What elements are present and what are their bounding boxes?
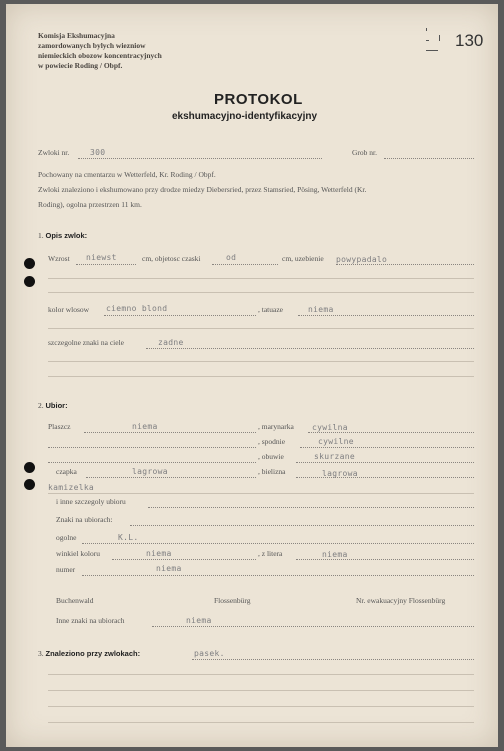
wzrost-label: Wzrost [48, 254, 70, 263]
kolor-line [104, 315, 256, 316]
blank-line [48, 674, 474, 675]
org-line-3: niemieckich obozow koncentracyjnych [38, 51, 162, 60]
bielizna-label: , bielizna [258, 467, 286, 476]
spodnie-line [300, 447, 474, 448]
kamizelka-value: kamizelka [48, 483, 95, 492]
znaki-cialo-line [146, 348, 474, 349]
section-2-title: Ubior: [45, 401, 68, 410]
obuwie-value: skurzane [314, 452, 355, 461]
litera-value: niema [322, 550, 348, 559]
kolor-label: kolor wlosow [48, 305, 90, 314]
znaleziono-text-1: Zwloki znaleziono i ekshumowano przy drodze miedzy Diebersried, przez Stamsried, Pösing, Wetterfeld (Kr. [38, 185, 367, 194]
stamp-tick [426, 28, 427, 31]
blank-line [48, 376, 474, 377]
litera-line [296, 559, 474, 560]
wzrost-value: niewst [86, 253, 117, 262]
plaszcz-label: Plaszcz [48, 422, 71, 431]
spodnie-left-line [48, 447, 256, 448]
obuwie-label: , obuwie [258, 452, 284, 461]
blank-line [48, 493, 474, 494]
znaki-ubior-label: Znaki na ubiorach: [56, 515, 113, 524]
bielizna-value: lagrowa [322, 469, 358, 478]
numer-value: niema [156, 564, 182, 573]
pochowany-text: Pochowany na cmentarzu w Wetterfeld, Kr. Roding / Obpf. [38, 170, 216, 179]
grob-label: Grob nr. [352, 148, 377, 157]
znaki-cialo-value: zadne [158, 338, 184, 347]
buchenwald-label: Buchenwald [56, 596, 94, 605]
wzrost-line [76, 264, 136, 265]
page-number: 130 [455, 31, 484, 50]
blank-line [48, 361, 474, 362]
binder-hole [24, 258, 35, 269]
blank-line [48, 722, 474, 723]
plaszcz-line [84, 432, 256, 433]
winkiel-line [112, 559, 256, 560]
znaleziono-text-2: Roding), ogolna przestrzen 11 km. [38, 200, 142, 209]
page-subtitle: ekshumacyjno-identyfikacyjny [172, 111, 318, 122]
stamp-tick [439, 35, 440, 41]
binder-hole [24, 462, 35, 473]
zwloki-value: 300 [90, 148, 106, 157]
czapka-value: lagrowa [132, 467, 168, 476]
kolor-value: ciemno blond [106, 304, 168, 313]
spodnie-label: , spodnie [258, 437, 286, 446]
ogolne-line [82, 543, 474, 544]
section-1-heading [38, 231, 87, 240]
blank-line [48, 328, 474, 329]
winkiel-label: winkiel koloru [56, 549, 100, 558]
ewakuacyjny-label: Nr. ewakuacyjny Flossenbürg [356, 596, 446, 605]
section-2-number: 2. [38, 401, 44, 410]
tatuaze-value: niema [308, 305, 334, 314]
section-3-title: Znaleziono przy zwlokach: [45, 649, 141, 658]
znaki-ubior-line [130, 525, 474, 526]
grob-line [384, 158, 474, 159]
znaki-cialo-label: szczegolne znaki na ciele [48, 338, 124, 347]
org-line-2: zamordowanych bylych wiezniow [38, 41, 146, 50]
czaska-value: od [226, 253, 237, 262]
blank-line [48, 690, 474, 691]
czaska-label: cm, objetosc czaski [142, 254, 201, 263]
org-line-4: w powiecie Roding / Obpf. [38, 61, 123, 70]
section-2-heading [38, 401, 68, 410]
flossenburg-label: Flossenbürg [214, 596, 251, 605]
blank-line [48, 278, 474, 279]
obuwie-line [296, 462, 474, 463]
org-line-1: Komisja Ekshumacyjna [38, 31, 115, 40]
uzebienie-value: powypadalo [336, 255, 388, 264]
inne-szczegoly-label: i inne szczegoly ubioru [56, 497, 126, 506]
zwloki-line [78, 158, 322, 159]
section-3-line [192, 659, 474, 660]
numer-label: numer [56, 565, 76, 574]
numer-line [82, 575, 474, 576]
litera-label: , z litera [258, 549, 283, 558]
page-title: PROTOKOL [214, 91, 303, 108]
inne-znaki-line [152, 626, 474, 627]
plaszcz-value: niema [132, 422, 158, 431]
stamp-tick [426, 50, 438, 51]
spodnie-value: cywilne [318, 437, 354, 446]
czaska-line [212, 264, 278, 265]
blank-line [48, 292, 474, 293]
inne-znaki-value: niema [186, 616, 212, 625]
zwloki-label: Zwloki nr. [38, 148, 70, 157]
inne-szczegoly-line [148, 507, 474, 508]
uzebienie-label: cm, uzebienie [282, 254, 324, 263]
czapka-line [86, 477, 256, 478]
czapka-label: czapka [56, 467, 77, 476]
marynarka-line [308, 432, 474, 433]
section-3-number: 3. [38, 649, 44, 658]
tatuaze-line [298, 315, 474, 316]
ogolne-label: ogolne [56, 533, 77, 542]
binder-hole [24, 276, 35, 287]
ogolne-value: K.L. [118, 533, 139, 542]
blank-line [48, 706, 474, 707]
binder-hole [24, 479, 35, 490]
obuwie-left-line [48, 462, 256, 463]
protocol-page [6, 4, 498, 747]
inne-znaki-label: Inne znaki na ubiorach [56, 616, 125, 625]
stamp-tick [426, 40, 429, 41]
winkiel-value: niema [146, 549, 172, 558]
section-1-number: 1. [38, 231, 44, 240]
section-3-heading [38, 649, 140, 658]
section-1-title: Opis zwlok: [45, 231, 88, 240]
tatuaze-label: , tatuaze [258, 305, 283, 314]
uzebienie-line [336, 264, 474, 265]
section-3-value: pasek. [194, 649, 225, 658]
marynarka-value: cywilna [312, 423, 348, 432]
marynarka-label: , marynarka [258, 422, 294, 431]
